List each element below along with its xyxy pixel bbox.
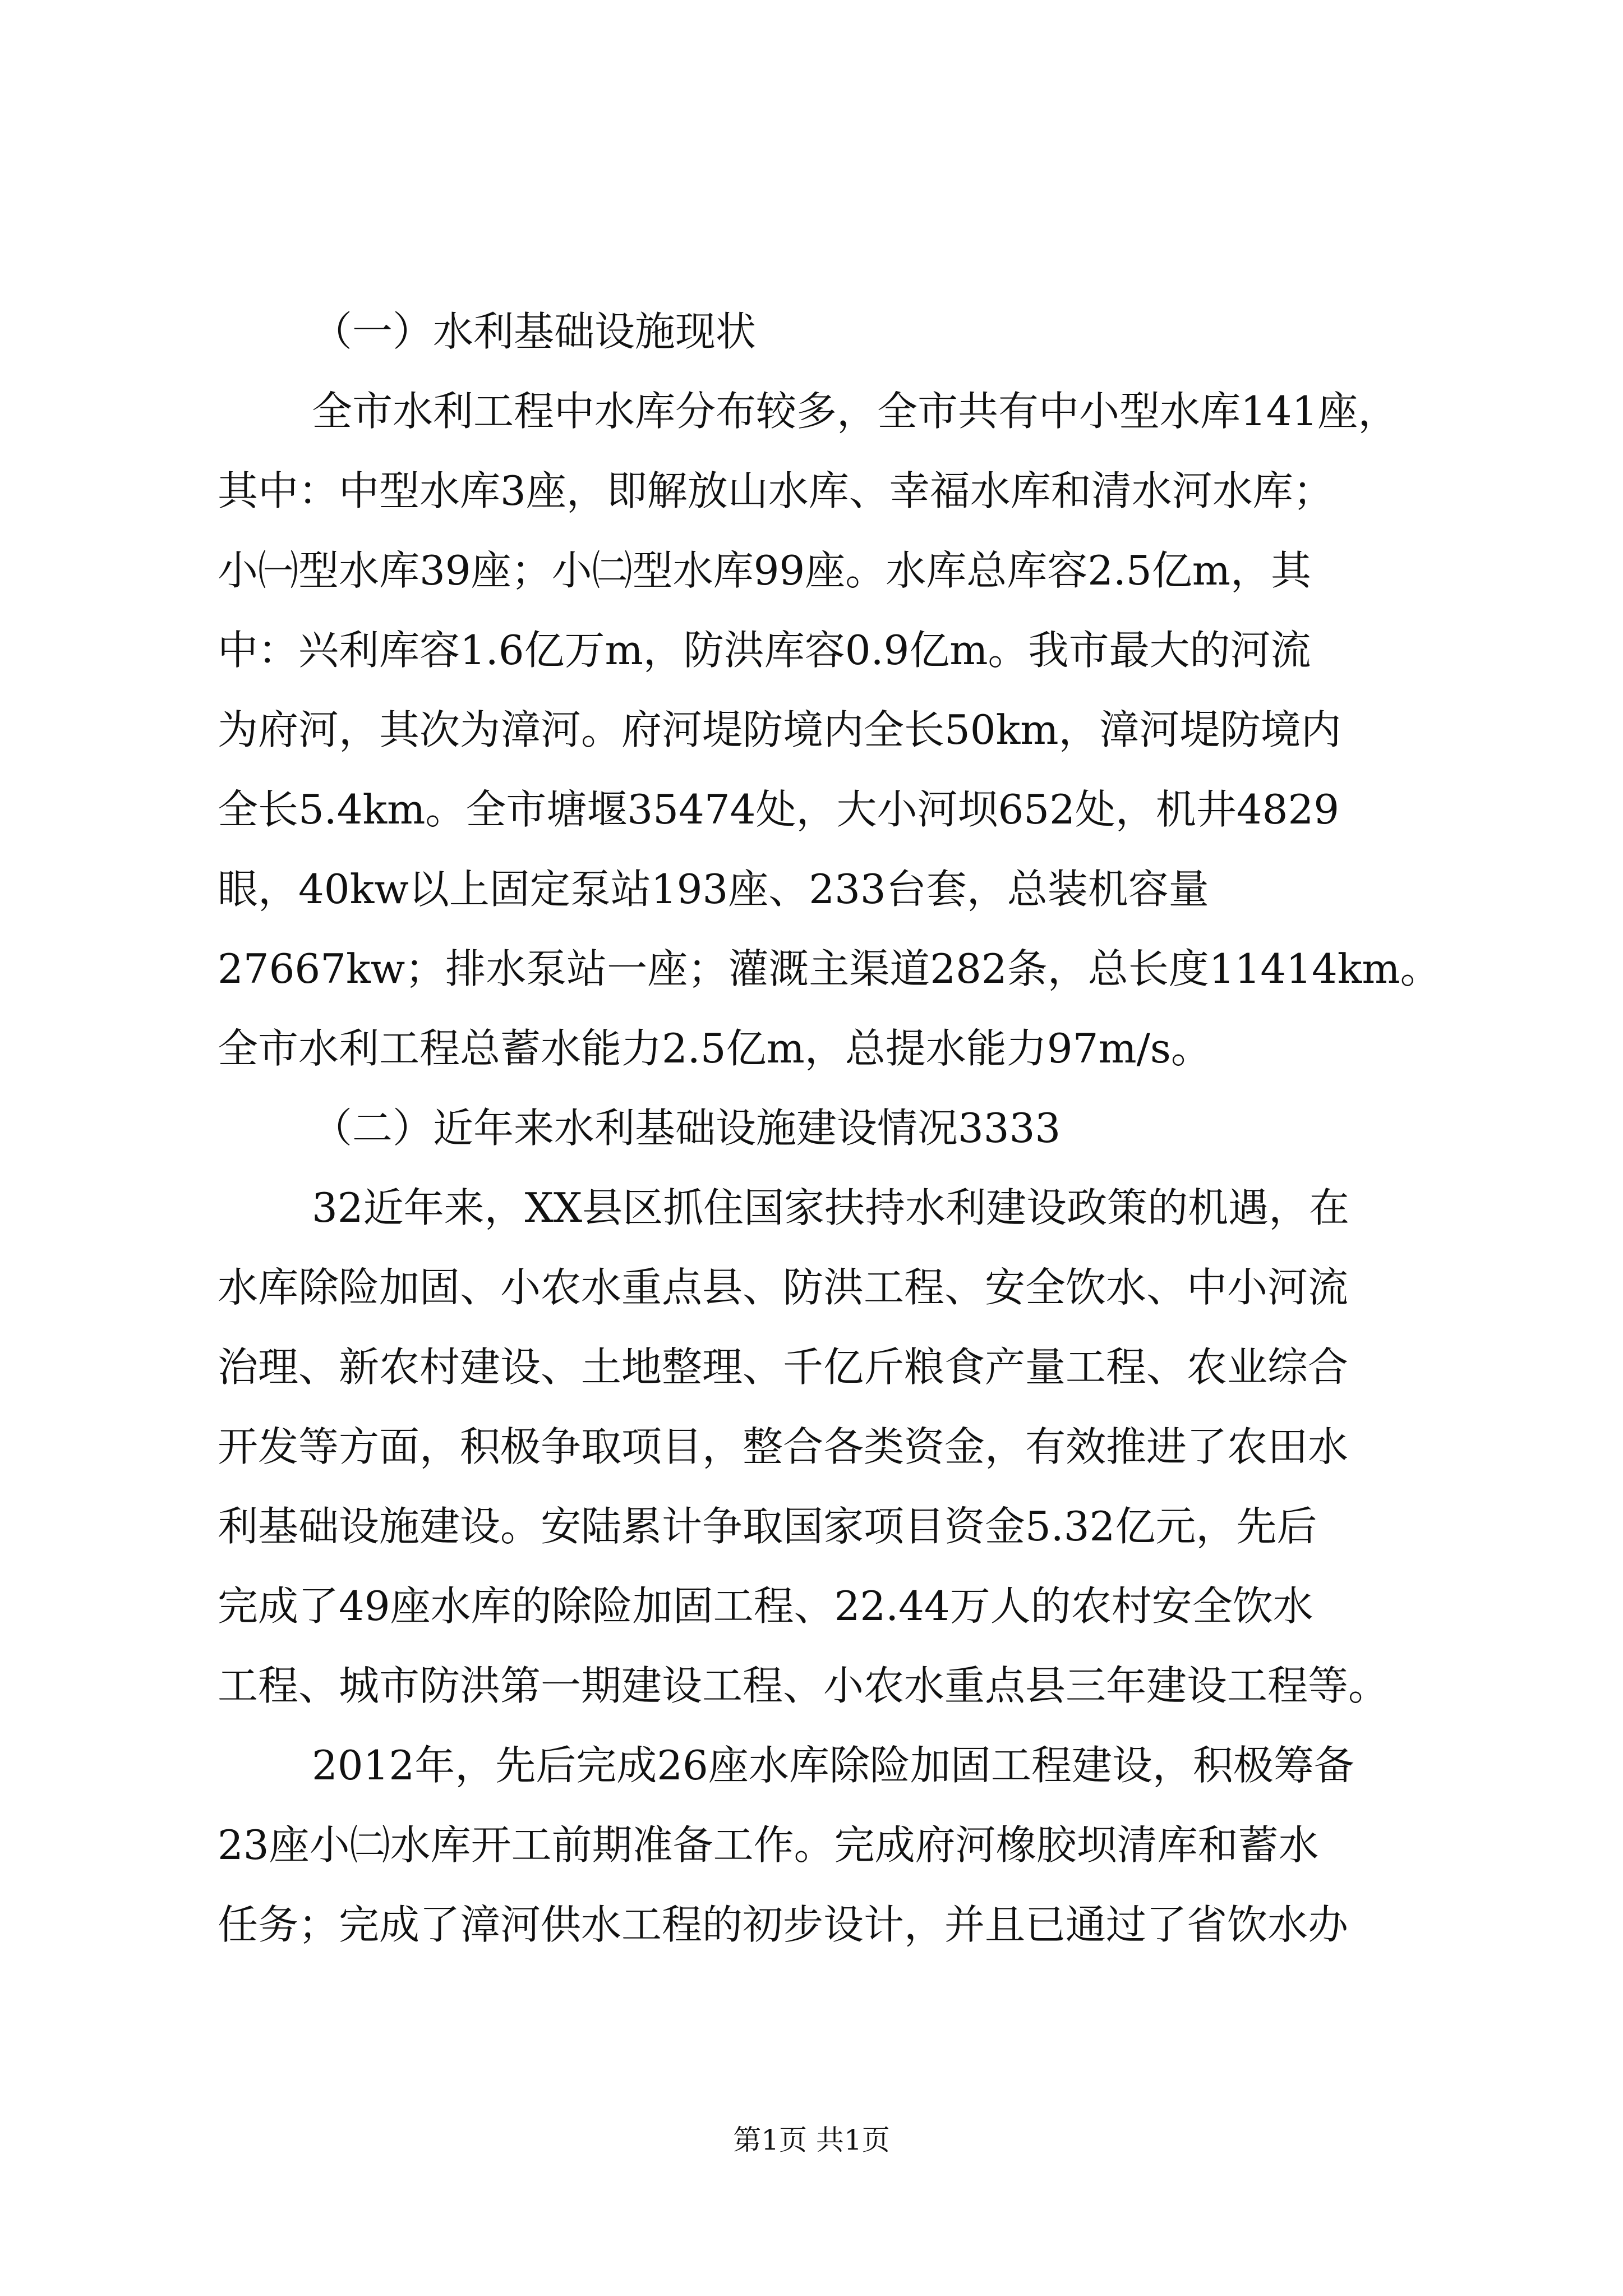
paragraph-line: 全市水利工程中水库分布较多，全市共有中小型水库141座， xyxy=(312,388,1399,435)
paragraph-line: 全市水利工程总蓄水能力2.5亿m，总提水能力97m/s。 xyxy=(218,1025,1211,1072)
paragraph-line: 为府河，其次为漳河。府河堤防境内全长50km，漳河堤防境内 xyxy=(218,706,1341,753)
document-body xyxy=(218,292,1465,1964)
paragraph-line: 23座小㈡水库开工前期准备工作。完成府河橡胶坝清库和蓄水 xyxy=(218,1821,1319,1869)
paragraph-line: 中：兴利库容1.6亿万m，防洪库容0.9亿m。我市最大的河流 xyxy=(218,627,1311,674)
paragraph-line: 治理、新农村建设、土地整理、千亿斤粮食产量工程、农业综合 xyxy=(218,1343,1349,1391)
paragraph-line: 其中：中型水库3座，即解放山水库、幸福水库和清水河水库； xyxy=(218,467,1334,514)
paragraph-line: 利基础设施建设。安陆累计争取国家项目资金5.32亿元，先后 xyxy=(218,1503,1317,1550)
paragraph-line: 小㈠型水库39座；小㈡型水库99座。水库总库容2.5亿m，其 xyxy=(218,547,1312,594)
paragraph-line: 开发等方面，积极争取项目，整合各类资金，有效推进了农田水 xyxy=(218,1423,1349,1470)
paragraph-line: 27667kw；排水泵站一座；灌溉主渠道282条，总长度11414km。 xyxy=(218,945,1441,992)
paragraph-line: 2012年，先后完成26座水库除险加固工程建设，积极筹备 xyxy=(312,1742,1354,1789)
paragraph-line: 完成了49座水库的除险加固工程、22.44万人的农村安全饮水 xyxy=(218,1582,1313,1630)
paragraph-line: 全长5.4km。全市塘堰35474处，大小河坝652处，机井4829 xyxy=(218,786,1340,833)
page-footer: 第1页 共1页 xyxy=(733,2124,890,2156)
paragraph-line: 眼，40kw以上固定泵站193座、233台套，总装机容量 xyxy=(218,866,1209,913)
paragraph-line: 32近年来，XX县区抓住国家扶持水利建设政策的机遇，在 xyxy=(312,1184,1350,1231)
paragraph-line: 水库除险加固、小农水重点县、防洪工程、安全饮水、中小河流 xyxy=(218,1264,1349,1311)
section-heading-1: （一）水利基础设施现状 xyxy=(312,308,757,355)
paragraph-line: 任务；完成了漳河供水工程的初步设计，并且已通过了省饮水办 xyxy=(218,1901,1349,1948)
section-heading-2: （二）近年来水利基础设施建设情况3333 xyxy=(312,1105,1061,1152)
paragraph-line: 工程、城市防洪第一期建设工程、小农水重点县三年建设工程等。 xyxy=(218,1662,1389,1709)
